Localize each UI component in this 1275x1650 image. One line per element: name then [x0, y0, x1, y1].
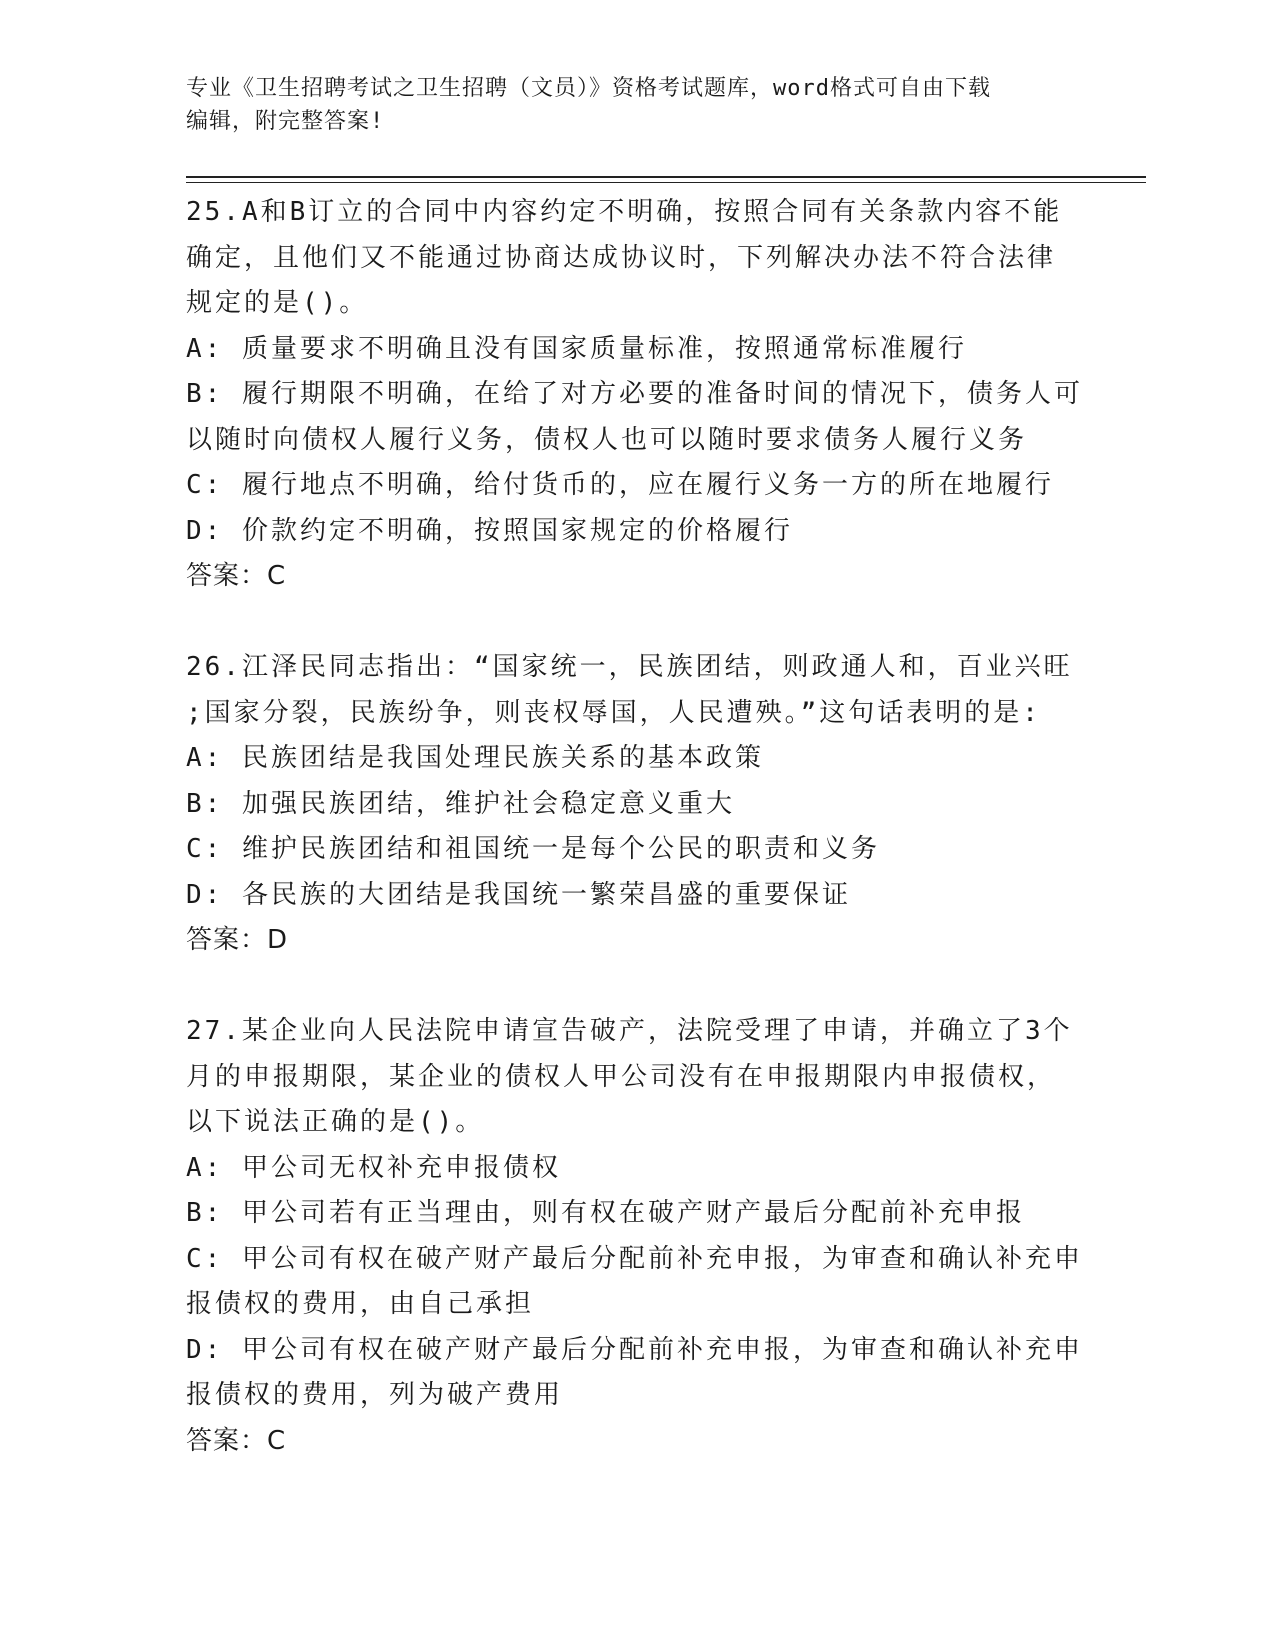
answer-label: 答案：D: [186, 925, 289, 955]
answer-label: 答案：C: [186, 1425, 287, 1456]
question-26: [186, 645, 1073, 964]
option-b-continued: 以随时向债权人履行义务，债权人也可以随时要求债务人履行义务: [186, 424, 1028, 455]
question-spacer: [186, 600, 1066, 646]
option-c: C: 甲公司有权在破产财产最后分配前补充申报，为审查和确认补充申: [186, 1243, 1083, 1274]
header-line-1: 专业《卫生招聘考试之卫生招聘（文员）》资格考试题库，word格式可自由下载: [186, 76, 991, 101]
question-stem-line: ;国家分裂，民族纷争，则丧权辱国，人民遭殃。”这句话表明的是:: [186, 697, 1041, 728]
option-a: A: 甲公司无权补充申报债权: [186, 1152, 561, 1183]
option-b: B: 甲公司若有正当理由，则有权在破产财产最后分配前补充申报: [186, 1198, 1025, 1228]
question-25: [186, 190, 1083, 600]
question-stem-line: 26.江泽民同志指出：“国家统一，民族团结，则政通人和，百业兴旺: [186, 652, 1073, 682]
question-stem-line: 以下说法正确的是()。: [186, 1107, 485, 1137]
question-stem-line: 27.某企业向人民法院申请宣告破产，法院受理了申请，并确立了3个: [186, 1016, 1073, 1046]
question-stem-line: 月的申报期限，某企业的债权人甲公司没有在申报期限内申报债权，: [186, 1061, 1057, 1092]
option-c: C: 履行地点不明确，给付货币的，应在履行义务一方的所在地履行: [186, 470, 1054, 500]
option-d: D: 甲公司有权在破产财产最后分配前补充申报，为审查和确认补充申: [186, 1334, 1083, 1365]
document-header: [186, 72, 1066, 138]
question-list: [186, 190, 1083, 1464]
question-stem-line: 规定的是()。: [186, 288, 369, 318]
question-spacer: [186, 964, 1066, 1010]
option-d: D: 价款约定不明确，按照国家规定的价格履行: [186, 515, 793, 546]
answer-label: 答案：C: [186, 561, 287, 591]
header-rule-thick: [186, 176, 1146, 178]
option-a: A: 质量要求不明确且没有国家质量标准，按照通常标准履行: [186, 333, 967, 364]
header-line-2: 编辑，附完整答案!: [186, 109, 385, 134]
option-d: D: 各民族的大团结是我国统一繁荣昌盛的重要保证: [186, 879, 851, 910]
header-rule-thin: [186, 182, 1146, 183]
question-stem-line: 25.A和B订立的合同中内容约定不明确，按照合同有关条款内容不能: [186, 197, 1063, 227]
option-b: B: 加强民族团结，维护社会稳定意义重大: [186, 788, 735, 819]
option-b: B: 履行期限不明确，在给了对方必要的准备时间的情况下，债务人可: [186, 379, 1083, 409]
question-stem-line: 确定，且他们又不能通过协商达成协议时，下列解决办法不符合法律: [186, 242, 1057, 273]
option-d-continued: 报债权的费用，列为破产费用: [186, 1380, 564, 1410]
option-c-continued: 报债权的费用，由自己承担: [186, 1289, 535, 1319]
option-a: A: 民族团结是我国处理民族关系的基本政策: [186, 743, 764, 773]
option-c: C: 维护民族团结和祖国统一是每个公民的职责和义务: [186, 834, 880, 864]
question-27: [186, 1009, 1083, 1464]
